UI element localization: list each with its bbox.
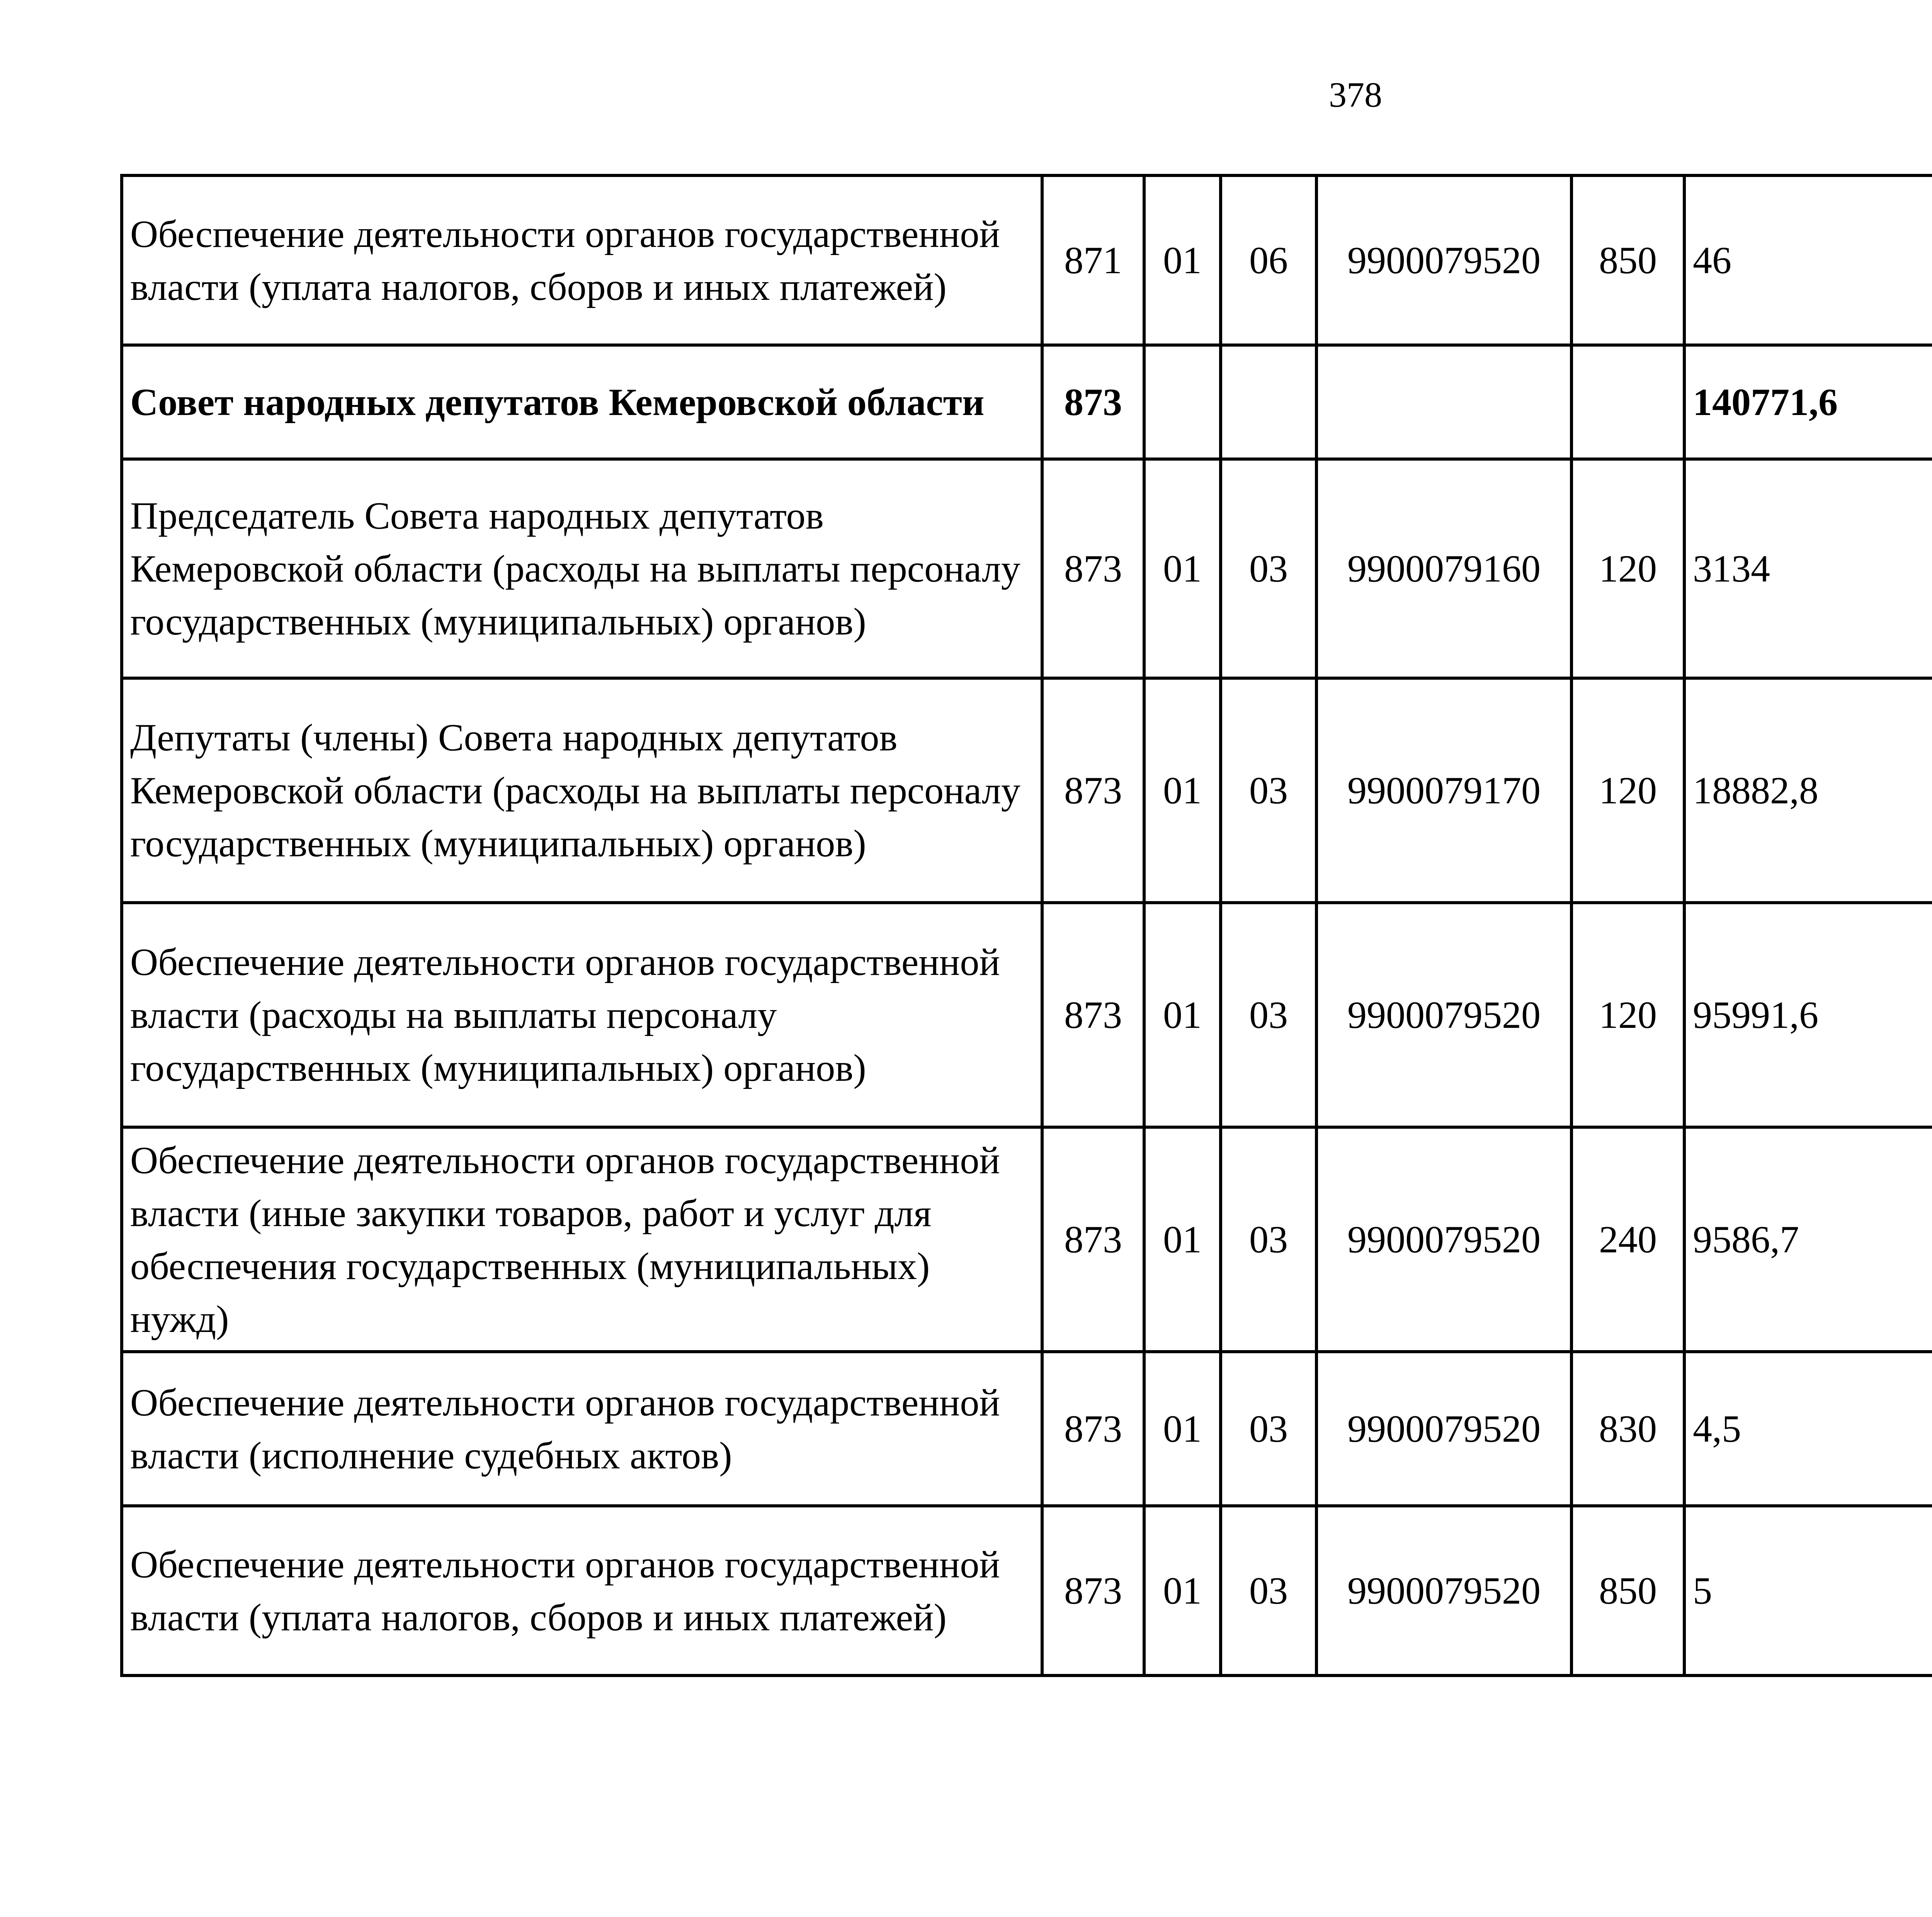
expense-type-code: 850 — [1571, 175, 1684, 345]
section-code: 01 — [1144, 175, 1221, 345]
ministry-code: 873 — [1042, 1506, 1144, 1675]
expense-type-code: 120 — [1571, 459, 1684, 678]
subsection-code: 03 — [1221, 903, 1316, 1127]
row-name: Обеспечение деятельности органов государственной власти (расходы на выплаты персоналу государственных (муниципальных) органов) — [122, 903, 1042, 1127]
table-row — [122, 1506, 1932, 1675]
expense-type-code: 850 — [1571, 1506, 1684, 1675]
ministry-code: 873 — [1042, 903, 1144, 1127]
subsection-code: 03 — [1221, 1506, 1316, 1675]
ministry-code: 873 — [1042, 459, 1144, 678]
row-name: Обеспечение деятельности органов государственной власти (исполнение судебных актов) — [122, 1352, 1042, 1506]
expense-type-code: 120 — [1571, 903, 1684, 1127]
table-row — [122, 1352, 1932, 1506]
target-article-code — [1316, 345, 1571, 459]
ministry-code: 873 — [1042, 1352, 1144, 1506]
ministry-code: 871 — [1042, 175, 1144, 345]
ministry-code: 873 — [1042, 1127, 1144, 1352]
table-row — [122, 345, 1932, 459]
row-name: Депутаты (члены) Совета народных депутатов Кемеровской области (расходы на выплаты персоналу государственных (муниципальных) органов) — [122, 678, 1042, 903]
row-name: Обеспечение деятельности органов государственной власти (уплата налогов, сборов и иных платежей) — [122, 1506, 1042, 1675]
row-name: Совет народных депутатов Кемеровской области — [122, 345, 1042, 459]
target-article-code: 9900079520 — [1316, 175, 1571, 345]
target-article-code: 9900079520 — [1316, 1506, 1571, 1675]
section-code: 01 — [1144, 678, 1221, 903]
target-article-code: 9900079520 — [1316, 1352, 1571, 1506]
amount-year-1: 140771,6 — [1684, 345, 1932, 459]
subsection-code: 06 — [1221, 175, 1316, 345]
amount-year-1: 4,5 — [1684, 1352, 1932, 1506]
amount-year-1: 46 — [1684, 175, 1932, 345]
budget-table — [120, 174, 1932, 1677]
subsection-code: 03 — [1221, 1127, 1316, 1352]
section-code — [1144, 345, 1221, 459]
amount-year-1: 95991,6 — [1684, 903, 1932, 1127]
table-row — [122, 678, 1932, 903]
amount-year-1: 3134 — [1684, 459, 1932, 678]
subsection-code: 03 — [1221, 459, 1316, 678]
expense-type-code: 120 — [1571, 678, 1684, 903]
table-row — [122, 175, 1932, 345]
row-name: Обеспечение деятельности органов государственной власти (уплата налогов, сборов и иных платежей) — [122, 175, 1042, 345]
page-number: 378 — [1329, 75, 1382, 114]
section-code: 01 — [1144, 1506, 1221, 1675]
section-code: 01 — [1144, 1352, 1221, 1506]
target-article-code: 9900079160 — [1316, 459, 1571, 678]
expense-type-code: 830 — [1571, 1352, 1684, 1506]
section-code: 01 — [1144, 1127, 1221, 1352]
table-row — [122, 1127, 1932, 1352]
subsection-code — [1221, 345, 1316, 459]
section-code: 01 — [1144, 459, 1221, 678]
table-row — [122, 459, 1932, 678]
row-name: Обеспечение деятельности органов государственной власти (иные закупки товаров, работ и услуг для обеспечения государственных (муниципальных) нужд) — [122, 1127, 1042, 1352]
row-name: Председатель Совета народных депутатов Кемеровской области (расходы на выплаты персоналу государственных (муниципальных) органов) — [122, 459, 1042, 678]
amount-year-1: 5 — [1684, 1506, 1932, 1675]
amount-year-1: 18882,8 — [1684, 678, 1932, 903]
section-code: 01 — [1144, 903, 1221, 1127]
ministry-code: 873 — [1042, 678, 1144, 903]
target-article-code: 9900079520 — [1316, 1127, 1571, 1352]
expense-type-code — [1571, 345, 1684, 459]
target-article-code: 9900079170 — [1316, 678, 1571, 903]
target-article-code: 9900079520 — [1316, 903, 1571, 1127]
ministry-code: 873 — [1042, 345, 1144, 459]
subsection-code: 03 — [1221, 678, 1316, 903]
subsection-code: 03 — [1221, 1352, 1316, 1506]
amount-year-1: 9586,7 — [1684, 1127, 1932, 1352]
table-row — [122, 903, 1932, 1127]
expense-type-code: 240 — [1571, 1127, 1684, 1352]
